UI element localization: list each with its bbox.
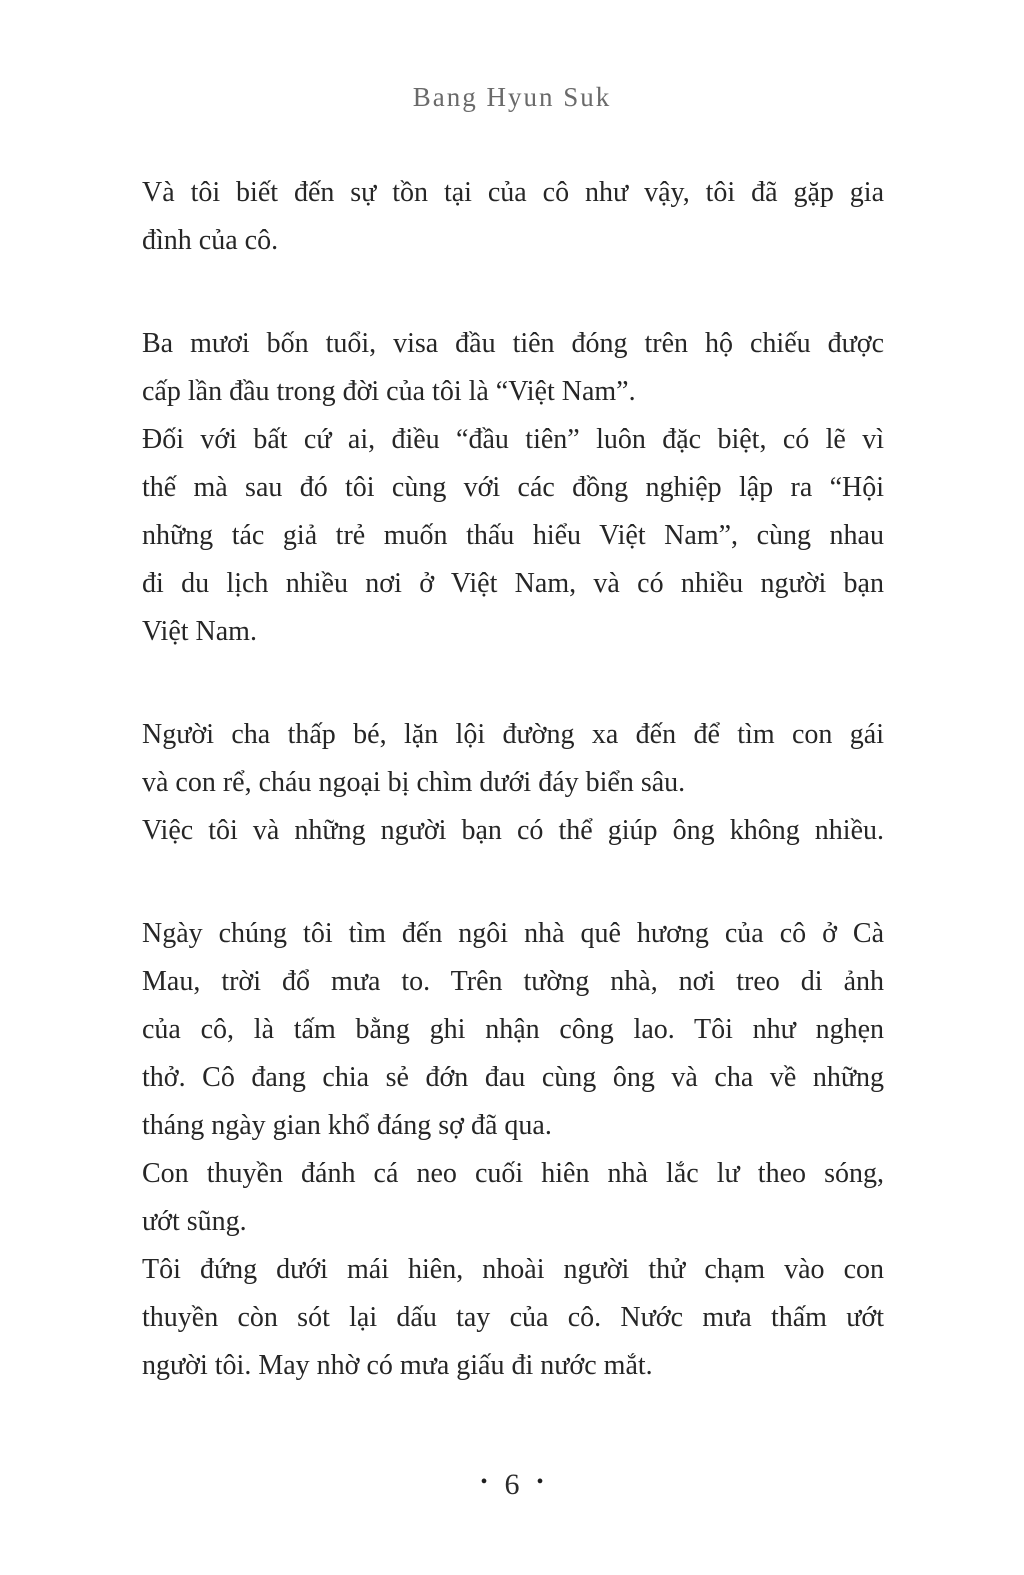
paragraph-group <box>142 169 884 265</box>
folio-right-dot-icon: • <box>536 1471 544 1493</box>
text-line: Ba mươi bốn tuổi, visa đầu tiên đóng trên hộ chiếu được <box>142 328 884 359</box>
paragraph-group <box>142 910 884 1390</box>
text-line: thế mà sau đó tôi cùng với các đồng nghiệp lập ra “Hội <box>142 472 884 503</box>
text-line: Đối với bất cứ ai, điều “đầu tiên” luôn đặc biệt, có lẽ vì <box>142 424 884 455</box>
paragraph <box>142 169 884 265</box>
text-line: Việc tôi và những người bạn có thể giúp ông không nhiều. <box>142 815 884 846</box>
paragraph <box>142 416 884 656</box>
running-header-author: Bang Hyun Suk <box>412 82 612 112</box>
paragraph-group <box>142 320 884 656</box>
text-line: Việt Nam. <box>142 616 257 647</box>
text-line: Và tôi biết đến sự tồn tại của cô như vậy, tôi đã gặp gia <box>142 177 884 208</box>
text-line: đình của cô. <box>142 225 279 256</box>
text-line: những tác giả trẻ muốn thấu hiểu Việt Nam”, cùng nhau <box>142 520 884 551</box>
paragraph <box>142 1246 884 1390</box>
text-line: Con thuyền đánh cá neo cuối hiên nhà lắc lư theo sóng, <box>142 1158 884 1189</box>
text-line: Tôi đứng dưới mái hiên, nhoài người thử chạm vào con <box>142 1254 884 1285</box>
text-line: Người cha thấp bé, lặn lội đường xa đến để tìm con gái <box>142 719 884 750</box>
page-footer <box>0 1468 1024 1502</box>
paragraph <box>142 910 884 1150</box>
text-line: ướt sũng. <box>142 1206 247 1237</box>
text-line: của cô, là tấm bằng ghi nhận công lao. Tôi như nghẹn <box>142 1014 884 1045</box>
page-number: 6 <box>504 1468 520 1501</box>
text-line: thuyền còn sót lại dấu tay của cô. Nước mưa thấm ướt <box>142 1302 884 1333</box>
paragraph-group <box>142 711 884 855</box>
folio-left-dot-icon: • <box>480 1471 488 1493</box>
paragraph <box>142 320 884 416</box>
paragraph <box>142 807 884 855</box>
text-line: Mau, trời đổ mưa to. Trên tường nhà, nơi treo di ảnh <box>142 966 884 997</box>
paragraph <box>142 711 884 807</box>
page-body <box>142 169 884 1390</box>
text-line: và con rể, cháu ngoại bị chìm dưới đáy biển sâu. <box>142 767 686 798</box>
text-line: cấp lần đầu trong đời của tôi là “Việt Nam”. <box>142 376 636 407</box>
text-line: đi du lịch nhiều nơi ở Việt Nam, và có nhiều người bạn <box>142 568 884 599</box>
text-line: tháng ngày gian khổ đáng sợ đã qua. <box>142 1110 552 1141</box>
text-line: người tôi. May nhờ có mưa giấu đi nước mắt. <box>142 1350 653 1381</box>
paragraph <box>142 1150 884 1246</box>
text-line: Ngày chúng tôi tìm đến ngôi nhà quê hương của cô ở Cà <box>142 918 884 949</box>
text-line: thở. Cô đang chia sẻ đớn đau cùng ông và cha về những <box>142 1062 884 1093</box>
